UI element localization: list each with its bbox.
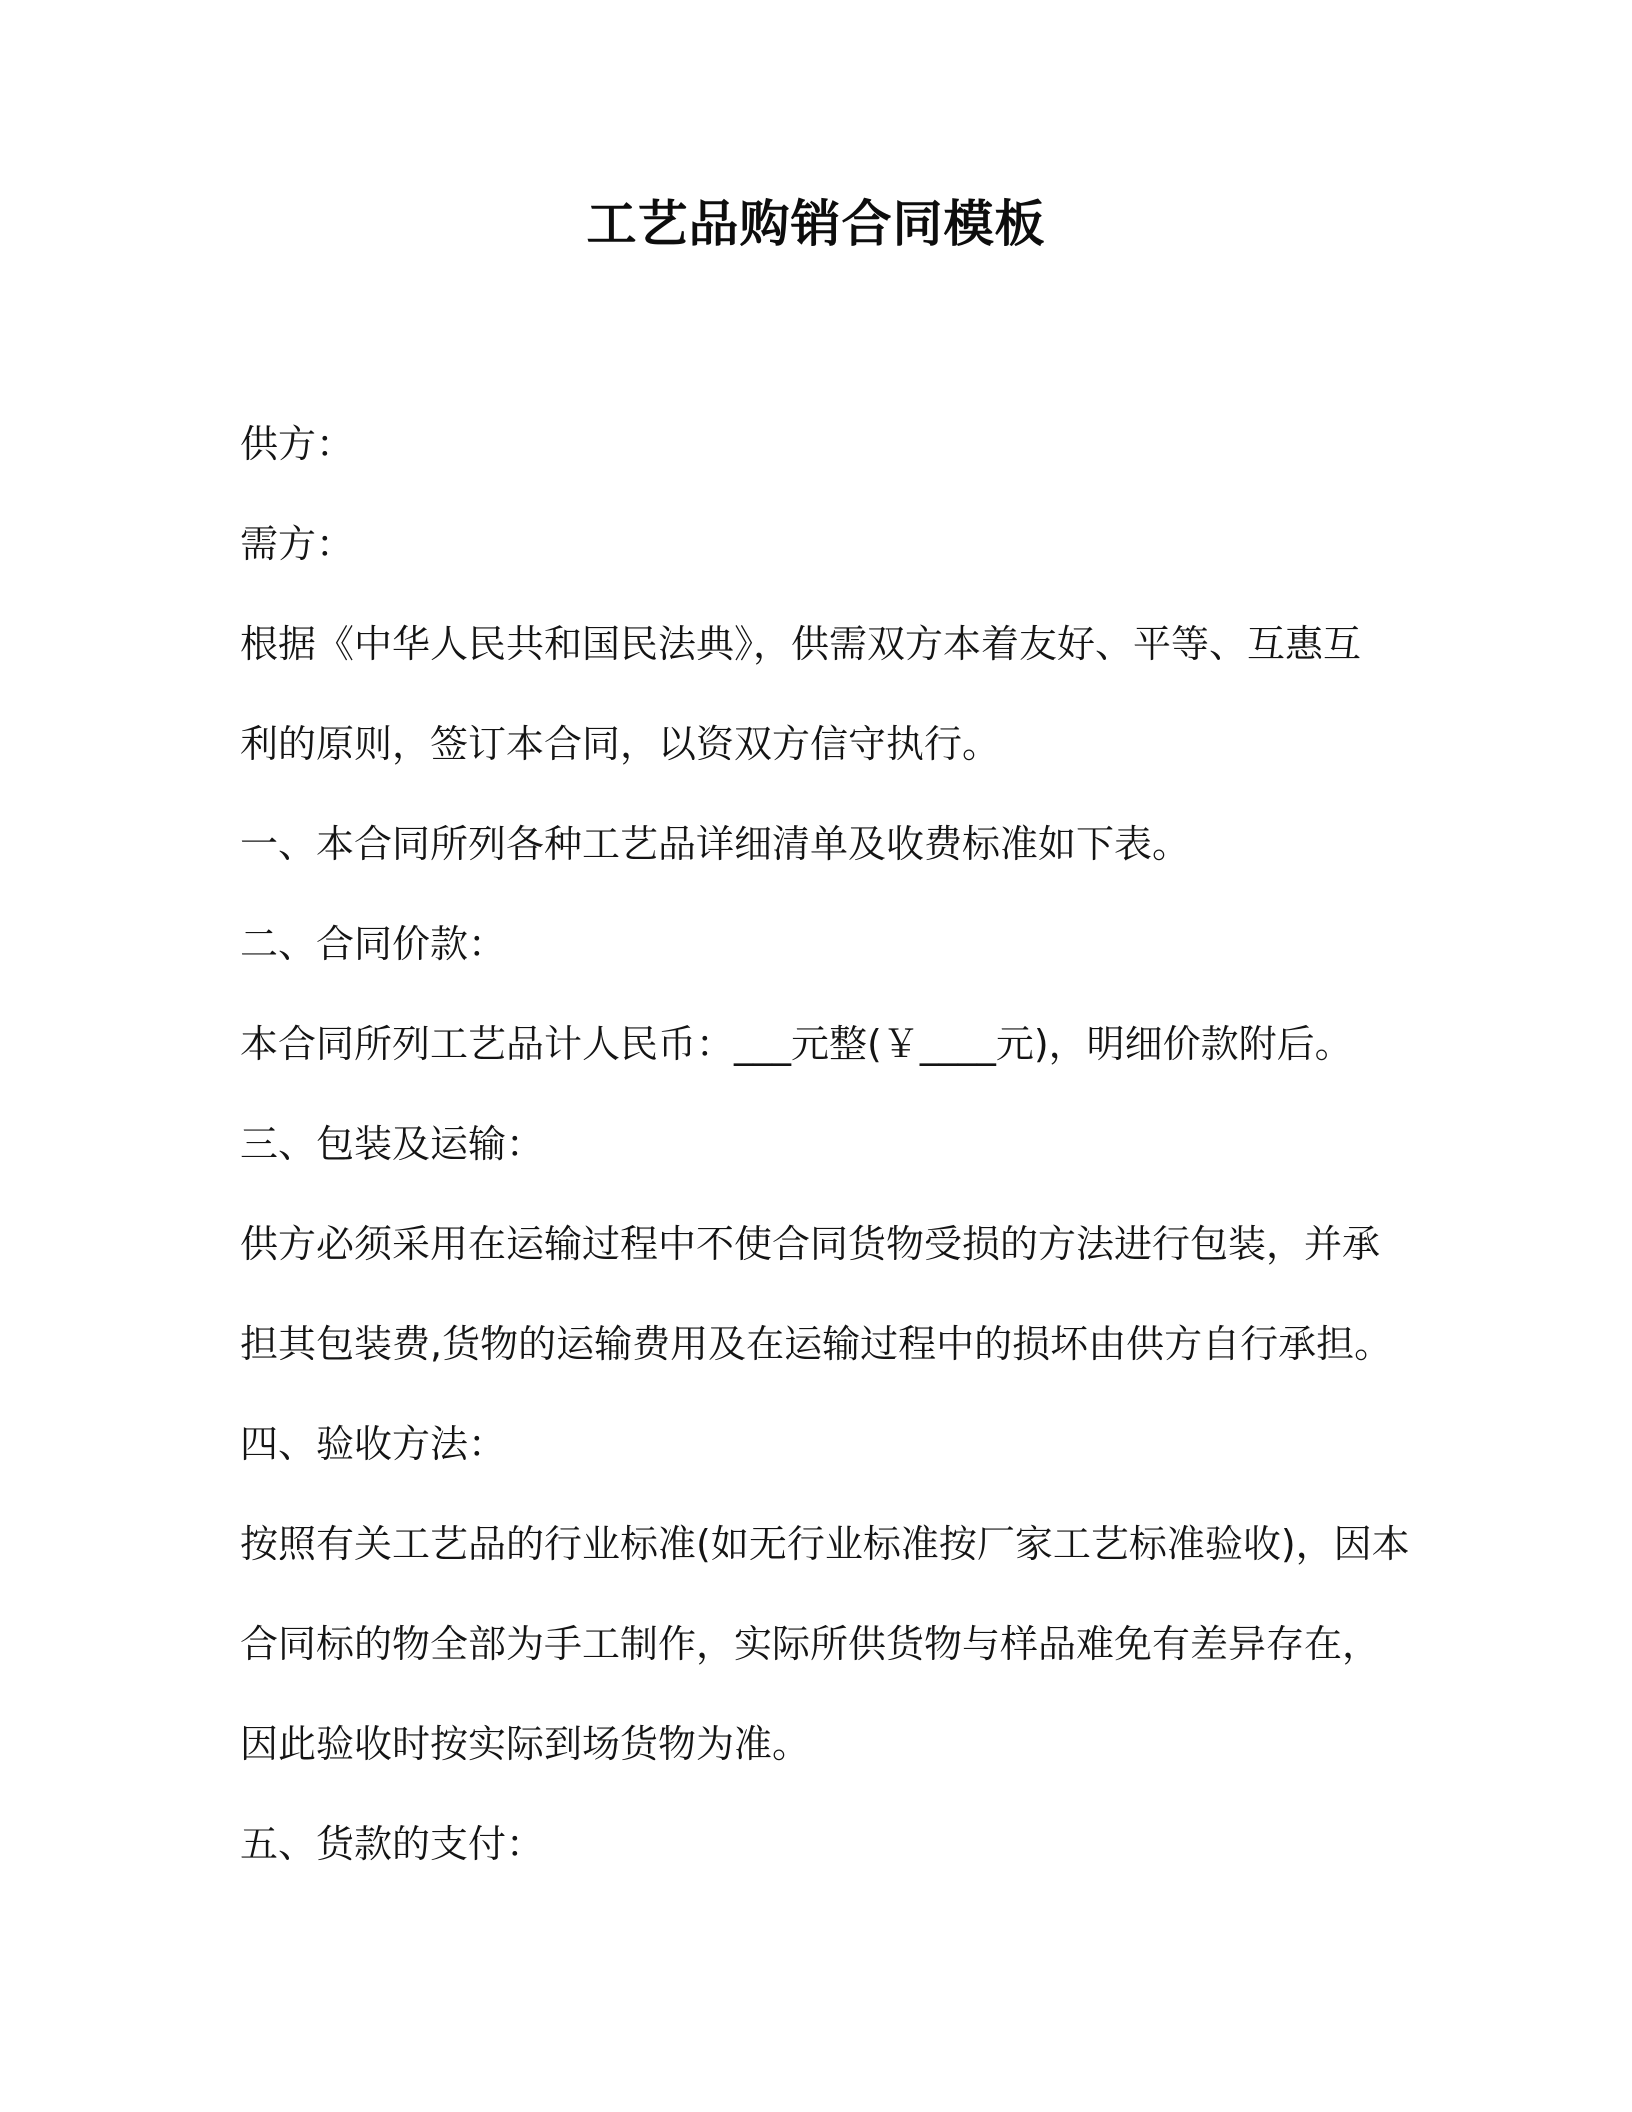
clause-4-body-3: 因此验收时按实际到场货物为准。 (240, 1722, 811, 1766)
clause-5-heading: 五、货款的支付： (240, 1822, 545, 1866)
clause-4-heading: 四、验收方法： (240, 1422, 507, 1466)
clause-4-body-1: 按照有关工艺品的行业标准(如无行业标准按厂家工艺标准验收)，因本 (240, 1522, 1410, 1566)
clause-1-line: 一、本合同所列各种工艺品详细清单及收费标准如下表。 (240, 822, 1191, 866)
preamble-line-2: 利的原则，签订本合同，以资双方信守执行。 (240, 722, 1001, 766)
preamble-line-1: 根据《中华人民共和国民法典》，供需双方本着友好、平等、互惠互 (240, 622, 1362, 666)
clause-2-heading: 二、合同价款： (240, 922, 507, 966)
supplier-line: 供方： (240, 422, 355, 466)
clause-3-body-1: 供方必须采用在运输过程中不使合同货物受损的方法进行包装，并承 (240, 1222, 1381, 1266)
clause-4-body-2: 合同标的物全部为手工制作，实际所供货物与样品难免有差异存在， (240, 1622, 1381, 1666)
buyer-line: 需方： (240, 522, 355, 566)
clause-3-heading: 三、包装及运输： (240, 1122, 545, 1166)
clause-2-body: 本合同所列工艺品计人民币：___元整(￥____元)，明细价款附后。 (240, 1022, 1353, 1066)
clause-3-body-2: 担其包装费,货物的运输费用及在运输过程中的损坏由供方自行承担。 (240, 1322, 1393, 1366)
document-title: 工艺品购销合同模板 (586, 195, 1046, 253)
